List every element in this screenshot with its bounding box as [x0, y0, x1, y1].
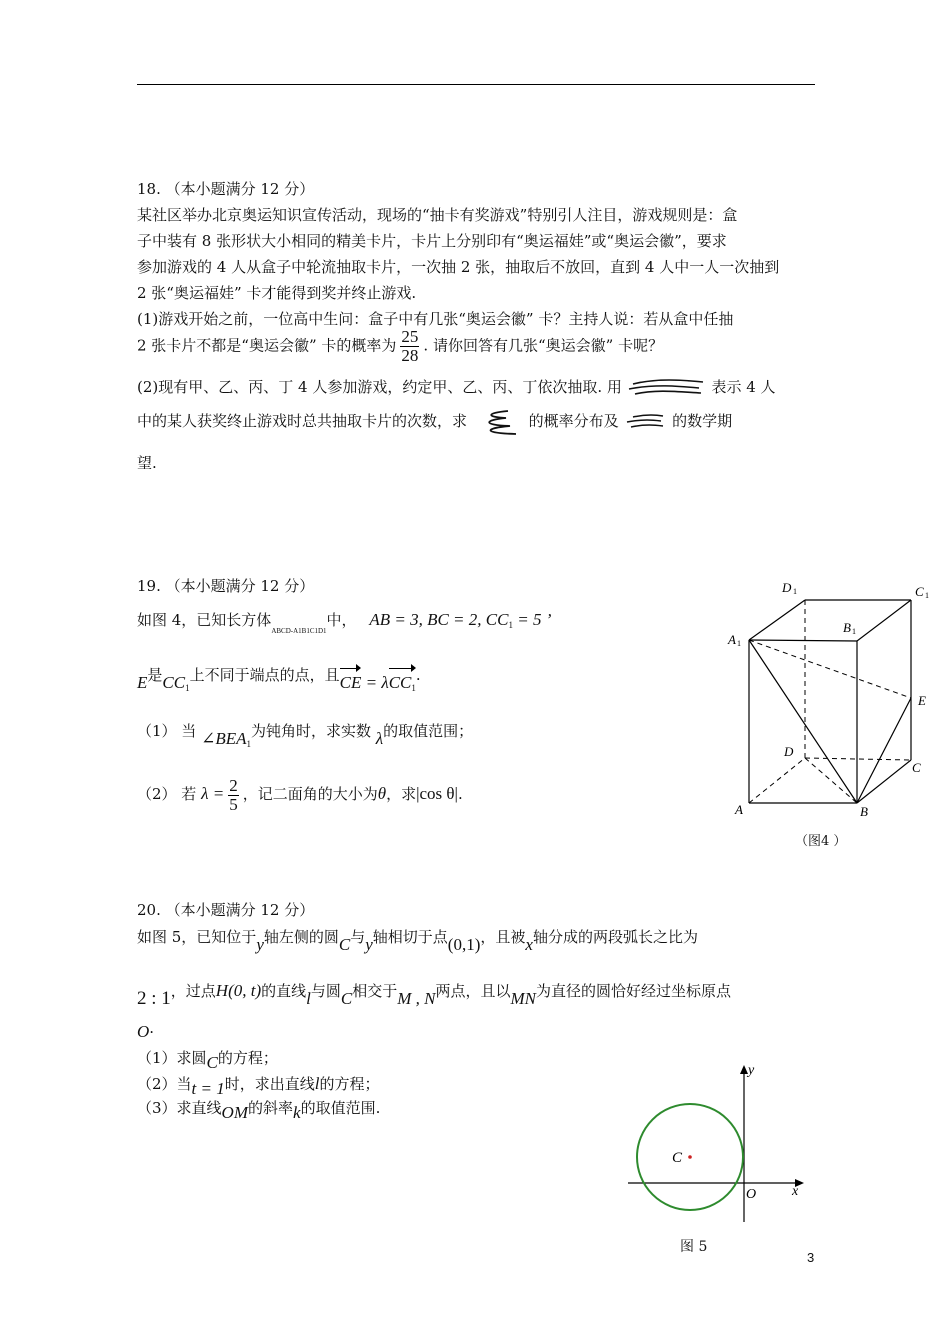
q20-text5: ，且被	[480, 928, 526, 946]
header-rule	[137, 84, 815, 85]
label-C1: C	[915, 584, 924, 599]
q19-period: .	[415, 666, 421, 684]
q19-segment-sub: 1	[185, 683, 190, 693]
q20-line1	[137, 922, 698, 960]
q20-text6: 轴分成的两段弧长之比为	[532, 928, 698, 946]
q18-probability-fraction	[400, 328, 419, 365]
label-D: D	[784, 744, 794, 759]
label-y: y	[748, 1063, 755, 1078]
q20-text9: 与圆	[310, 982, 341, 1000]
q18-heading: 18. （本小题满分 12 分）	[137, 180, 315, 198]
q19-text4: 上不同于端点的点，且	[189, 666, 340, 684]
label-A: A	[735, 802, 743, 817]
q20-circle-C: C	[338, 935, 351, 954]
q20-p2-text: （2）当	[137, 1075, 192, 1093]
figure-5-caption: 图 5	[680, 1239, 708, 1255]
q20-text11: 两点，且以	[435, 982, 511, 1000]
q20-text4: 轴相切于点	[372, 928, 448, 946]
frac-denominator: 5	[229, 794, 238, 814]
xi-symbol-icon	[627, 378, 707, 398]
q20-p3-k: k	[293, 1103, 301, 1122]
label-B1-sub: 1	[852, 627, 856, 636]
q19-cuboid-name: ABCD-A1B1C1D1	[271, 627, 327, 635]
q18-part1-line2	[137, 328, 817, 365]
q18-part1-question: . 请你回答有几张“奥运会徽” 卡呢？	[423, 336, 664, 355]
circle-center-dot	[688, 1155, 692, 1159]
q20-p1-text: （1）求圆	[137, 1049, 207, 1067]
q19-p2-text: （2） 若	[137, 785, 197, 803]
q18-part2-text3: 的概率分布及	[528, 412, 619, 430]
q19-point-E: E	[137, 673, 148, 692]
xi-symbol-icon	[472, 407, 524, 437]
label-E: E	[918, 693, 926, 708]
q19-vector-sub: 1	[411, 683, 416, 693]
q20-origin: O	[137, 1022, 150, 1041]
y-axis-arrow-icon	[740, 1065, 748, 1074]
q19-line2	[137, 660, 421, 703]
label-C1-sub: 1	[925, 591, 929, 600]
label-D1: D	[782, 580, 792, 595]
q19-part1	[137, 716, 473, 759]
q18-line3: 参加游戏的 4 人从盒子中轮流抽取卡片，一次抽 2 张，抽取后不放回，直到 4 人中一人一次抽到	[137, 258, 780, 276]
q20-text7: ，过点	[170, 982, 216, 1000]
q19-text3: 是	[147, 666, 163, 684]
q20-p1-text2: 的方程；	[217, 1049, 278, 1067]
q18-part2-text4: 的数学期	[672, 412, 733, 430]
label-B1: B	[843, 620, 851, 635]
q18-part2-line1	[137, 372, 817, 402]
q19-lengths-text: AB = 3, BC = 2, CC	[369, 610, 509, 629]
q19-period2: .	[457, 785, 463, 803]
q20-p2-text3: 的方程；	[319, 1075, 380, 1093]
q19-p1-text3: 的取值范围；	[383, 722, 474, 740]
q19-angle-sub: 1	[246, 739, 251, 749]
q20-dot: ·	[149, 1023, 155, 1041]
frac-numerator: 2	[229, 775, 238, 795]
q19-lengths	[369, 610, 551, 629]
q19-lengths-sub: 1	[508, 620, 513, 630]
q20-p1-C: C	[206, 1053, 218, 1072]
q20-y-axis2: y	[365, 935, 373, 954]
label-B: B	[860, 804, 868, 819]
q20-part3	[137, 1096, 380, 1125]
q20-heading: 20. （本小题满分 12 分）	[137, 901, 315, 919]
q19-line1	[137, 603, 551, 648]
q20-ratio: 2 : 1	[137, 988, 171, 1009]
q19-p1-text2: 为钝角时，求实数	[251, 722, 372, 740]
q19-p2-text2: ，记二面角的大小为	[242, 785, 378, 803]
q20-p3-OM: OM	[221, 1103, 248, 1122]
label-D1-sub: 1	[793, 587, 797, 596]
q20-points-MN: M , N	[397, 989, 436, 1008]
label-x: x	[792, 1184, 799, 1199]
q19-text: 如图 4，已知长方体	[137, 611, 272, 629]
q20-point: (0,1)	[447, 935, 481, 954]
q20-p2-l: l	[314, 1074, 320, 1093]
xi-symbol-icon	[623, 412, 667, 432]
q20-p3-text: （3）求直线	[137, 1099, 222, 1117]
figure-4-caption: （图4 ）	[795, 834, 847, 849]
q19-angle: ∠BEA	[201, 729, 247, 748]
q19-p1-text: （1） 当	[137, 722, 197, 740]
q20-p2-t: t = 1	[191, 1079, 225, 1098]
frac-denominator: 28	[401, 346, 419, 365]
q18-part1-text: 2 张卡片不都是“奥运会徽” 卡的概率为	[137, 336, 397, 355]
frac-numerator: 25	[401, 327, 419, 346]
figure-4-cuboid	[720, 570, 940, 860]
q18-line4: 2 张“奥运福娃” 卡才能得到奖并终止游戏.	[137, 284, 417, 302]
q20-x-axis: x	[525, 935, 533, 954]
q18-line1: 某社区举办北京奥运知识宣传活动，现场的“抽卡有奖游戏”特别引人注目，游戏规则是：盒	[137, 206, 738, 224]
q19-fraction	[228, 777, 239, 814]
q19-heading: 19. （本小题满分 12 分）	[137, 577, 315, 595]
q19-p2-text3: ，求	[386, 785, 417, 803]
q18-part2-line3: 望.	[137, 454, 157, 472]
q19-text2: 中，	[326, 611, 357, 629]
q19-segment-cc1: CC	[162, 673, 186, 692]
q18-part2-text: (2)现有甲、乙、丙、丁 4 人参加游戏，约定甲、乙、丙、丁依次抽取. 用	[137, 378, 622, 396]
q19-lengths-end: = 5 ’	[512, 610, 552, 629]
q20-text10: 相交于	[352, 982, 398, 1000]
q20-line-l: l	[306, 989, 311, 1008]
label-O: O	[746, 1187, 757, 1202]
q18-line2: 子中装有 8 张形状大小相同的精美卡片，卡片上分别印有“奥运福娃”或“奥运会徽”，要求	[137, 232, 727, 250]
q19-vector-ce: CE	[340, 668, 362, 698]
label-A1: A	[728, 632, 736, 647]
q20-p2-text2: 时，求出直线	[224, 1075, 315, 1093]
q20-text8: 的直线	[261, 982, 307, 1000]
q18-part2-text-end: 表示 4 人	[711, 378, 776, 396]
label-A1-sub: 1	[737, 639, 741, 648]
q18-part2-line2	[137, 406, 817, 437]
q19-lambda: λ	[375, 729, 384, 748]
q19-lambda-eq: λ =	[201, 784, 225, 803]
figure-5-circle	[620, 1060, 820, 1230]
q19-eq: = λ	[361, 673, 389, 692]
q18-part1-line1: (1)游戏开始之前，一位高中生问：盒子中有几张“奥运会徽” 卡？主持人说：若从盒中任抽	[137, 310, 734, 328]
q20-point-H: H(0, t)	[215, 981, 262, 1000]
q19-vector-cc1: CC	[388, 673, 412, 692]
label-C: C	[912, 760, 921, 775]
q20-segment-MN: MN	[510, 989, 537, 1008]
q20-circle-C2: C	[340, 989, 353, 1008]
q20-line3	[137, 1022, 154, 1042]
q18-part2-text2: 中的某人获奖终止游戏时总共抽取卡片的次数，求	[137, 412, 468, 430]
q20-p3-text2: 的斜率	[248, 1099, 294, 1117]
question-18	[137, 176, 817, 332]
q20-text1: 如图 5，已知位于	[137, 928, 257, 946]
q20-part1	[137, 1046, 278, 1075]
page-number: 3	[807, 1250, 815, 1265]
q19-abs-cos: |cos θ|	[416, 784, 458, 803]
q20-text3: 与	[350, 928, 366, 946]
q20-p3-text3: 的取值范围.	[300, 1099, 381, 1117]
label-C: C	[672, 1150, 683, 1166]
q19-theta: θ	[377, 784, 387, 803]
q20-text2: 轴左侧的圆	[263, 928, 339, 946]
q20-line2	[137, 974, 731, 1016]
q19-part2	[137, 774, 463, 814]
q20-text12: 为直径的圆恰好经过坐标原点	[536, 982, 732, 1000]
q20-y-axis: y	[256, 935, 264, 954]
